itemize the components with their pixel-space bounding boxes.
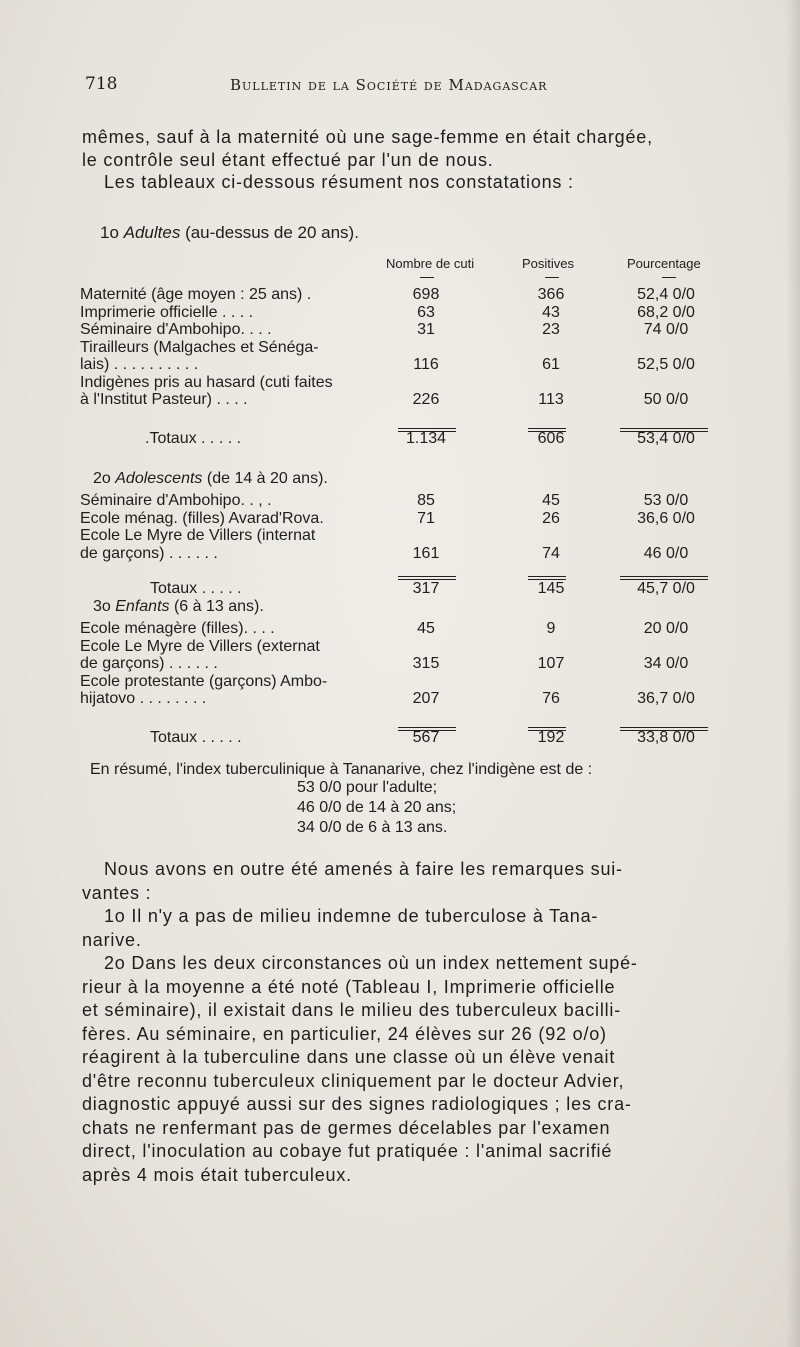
remarks-line: 1o Il n'y a pas de milieu indemne de tuberculose à Tana-	[104, 906, 599, 926]
section-heading-adultes	[100, 223, 359, 243]
cell-percent: 50 0/0	[643, 391, 689, 408]
cell-positive: 74	[542, 544, 560, 562]
remarks-line: narive.	[82, 929, 142, 950]
row-label: Ecole ménagère (filles). . . .	[80, 620, 275, 637]
row-label: Ecole protestante (garçons) Ambo-	[80, 672, 328, 690]
cell-count: 31	[417, 321, 435, 338]
cell-percent: 36,7 0/0	[637, 690, 695, 707]
cell-positive: 23	[542, 321, 560, 338]
running-title: Bulletin de la Société de Madagascar	[230, 76, 548, 94]
row-label: de garçons) . . . . . .	[80, 544, 218, 562]
page-number: 718	[85, 74, 118, 94]
remarks-line: rieur à la moyenne a été noté (Tableau I, Imprimerie officielle	[82, 976, 616, 997]
cell-positive: 26	[542, 509, 560, 527]
cell-count: 315	[412, 655, 440, 672]
column-dash	[420, 277, 434, 278]
section-suffix: (de 14 à 20 ans).	[202, 470, 328, 487]
cell-count: 63	[417, 303, 435, 321]
row-label: Imprimerie officielle . . . .	[80, 303, 254, 321]
column-dash	[662, 277, 676, 278]
column-header-count: Nombre de cuti	[386, 256, 475, 271]
row-label: Ecole Le Myre de Villers (internat	[80, 527, 316, 544]
remarks-line: Nous avons en outre été amenés à faire les remarques sui-	[104, 859, 623, 879]
cell-count: 71	[417, 509, 435, 527]
row-label: à l'Institut Pasteur) . . . .	[80, 391, 248, 408]
column-header-positive: Positives	[522, 256, 575, 271]
row-label: Maternité (âge moyen : 25 ans) .	[80, 286, 312, 303]
cell-count: 207	[412, 690, 440, 707]
section-heading-adolescents	[93, 470, 328, 488]
summary-line: 53 0/0 pour l'adulte;	[297, 779, 438, 796]
remarks-line: direct, l'inoculation au cobaye fut pratiquée : l'animal sacrifié	[82, 1141, 613, 1161]
row-label: Ecole Le Myre de Villers (externat	[80, 637, 320, 655]
cell-count: 698	[412, 286, 440, 303]
row-label: Ecole ménag. (filles) Avarad'Rova.	[80, 509, 324, 527]
cell-positive: 45	[542, 492, 560, 509]
section-suffix: (au-dessus de 20 ans).	[180, 223, 359, 242]
remarks-line: chats ne renfermant pas de germes décelables par l'examen	[82, 1117, 611, 1138]
remarks-line: 2o Dans les deux circonstances où un index nettement supé-	[104, 953, 638, 973]
total-percent: 45,7 0/0	[637, 580, 695, 597]
remarks-line: fères. Au séminaire, en particulier, 24 élèves sur 26 (92 o/o)	[82, 1023, 607, 1044]
row-label: lais) . . . . . . . . . .	[80, 356, 199, 373]
summary-line: 34 0/0 de 6 à 13 ans.	[297, 819, 448, 836]
total-label: .Totaux . . . . .	[145, 430, 242, 447]
total-positive: 606	[537, 430, 565, 447]
remarks-paragraph	[82, 858, 732, 1187]
cell-count: 161	[412, 544, 440, 562]
cell-positive: 61	[542, 356, 560, 373]
intro-line: Les tableaux ci-dessous résument nos constatations :	[104, 172, 574, 192]
cell-positive: 43	[542, 303, 560, 321]
section-title: Enfants	[115, 598, 170, 615]
cell-percent: 20 0/0	[643, 620, 689, 637]
cell-count: 116	[413, 356, 439, 373]
total-label: Totaux . . . . .	[150, 729, 242, 746]
cell-positive: 9	[546, 620, 556, 637]
section-number: 1o	[100, 223, 124, 242]
cell-count: 45	[417, 620, 435, 637]
section-number: 3o	[93, 598, 116, 615]
total-positive: 145	[537, 580, 565, 597]
column-header-percent: Pourcentage	[627, 256, 701, 271]
cell-percent: 68,2 0/0	[637, 303, 695, 321]
section-number: 2o	[93, 470, 116, 487]
cell-percent: 52,5 0/0	[637, 356, 695, 373]
cell-positive: 113	[538, 391, 564, 408]
cell-percent: 74 0/0	[643, 321, 689, 338]
row-label: hijatovo . . . . . . . .	[80, 690, 207, 707]
row-label: Séminaire d'Ambohipo. . , .	[80, 492, 272, 509]
summary-lead: En résumé, l'index tuberculinique à Tananarive, chez l'indigène est de :	[90, 761, 593, 778]
remarks-line: d'être reconnu tuberculeux cliniquement par le docteur Advier,	[82, 1070, 625, 1091]
cell-percent: 52,4 0/0	[637, 286, 695, 303]
remarks-line: vantes :	[82, 882, 152, 903]
page-edge-shadow	[786, 0, 800, 1347]
intro-line: le contrôle seul étant effectué par l'un de nous.	[82, 149, 494, 170]
row-label: Tirailleurs (Malgaches et Sénéga-	[80, 338, 319, 356]
row-label: Indigènes pris au hasard (cuti faites	[80, 373, 333, 391]
remarks-line: diagnostic appuyé aussi sur des signes radiologiques ; les cra-	[82, 1094, 632, 1114]
total-count: 1.134	[405, 430, 447, 447]
row-label: de garçons) . . . . . .	[80, 655, 218, 672]
total-percent: 33,8 0/0	[637, 729, 695, 746]
remarks-line: réagirent à la tuberculine dans une classe où un élève venait	[82, 1047, 616, 1067]
cell-count: 85	[417, 492, 435, 509]
total-percent: 53,4 0/0	[637, 430, 695, 447]
total-label: Totaux . . . . .	[150, 580, 242, 597]
cell-positive: 76	[542, 690, 560, 707]
total-count: 567	[412, 729, 440, 746]
total-count: 317	[412, 580, 440, 597]
intro-paragraph	[82, 126, 732, 194]
intro-line: mêmes, sauf à la maternité où une sage-femme en était chargée,	[82, 127, 653, 147]
cell-count: 226	[412, 391, 440, 408]
remarks-line: et séminaire), il existait dans le milieu des tuberculeux bacilli-	[82, 1000, 622, 1020]
total-positive: 192	[537, 729, 565, 746]
cell-percent: 46 0/0	[643, 544, 689, 562]
cell-percent: 36,6 0/0	[637, 509, 695, 527]
row-label: Séminaire d'Ambohipo. . . .	[80, 321, 272, 338]
cell-positive: 366	[537, 286, 565, 303]
remarks-line: après 4 mois était tuberculeux.	[82, 1164, 352, 1185]
page-header	[85, 74, 725, 102]
section-title: Adultes	[123, 223, 181, 242]
cell-percent: 34 0/0	[643, 655, 689, 672]
cell-percent: 53 0/0	[643, 492, 689, 509]
summary-line: 46 0/0 de 14 à 20 ans;	[297, 799, 457, 816]
section-heading-enfants	[93, 598, 264, 616]
section-title: Adolescents	[115, 470, 203, 487]
section-suffix: (6 à 13 ans).	[169, 598, 264, 615]
column-dash	[545, 277, 559, 278]
cell-positive: 107	[537, 655, 565, 672]
